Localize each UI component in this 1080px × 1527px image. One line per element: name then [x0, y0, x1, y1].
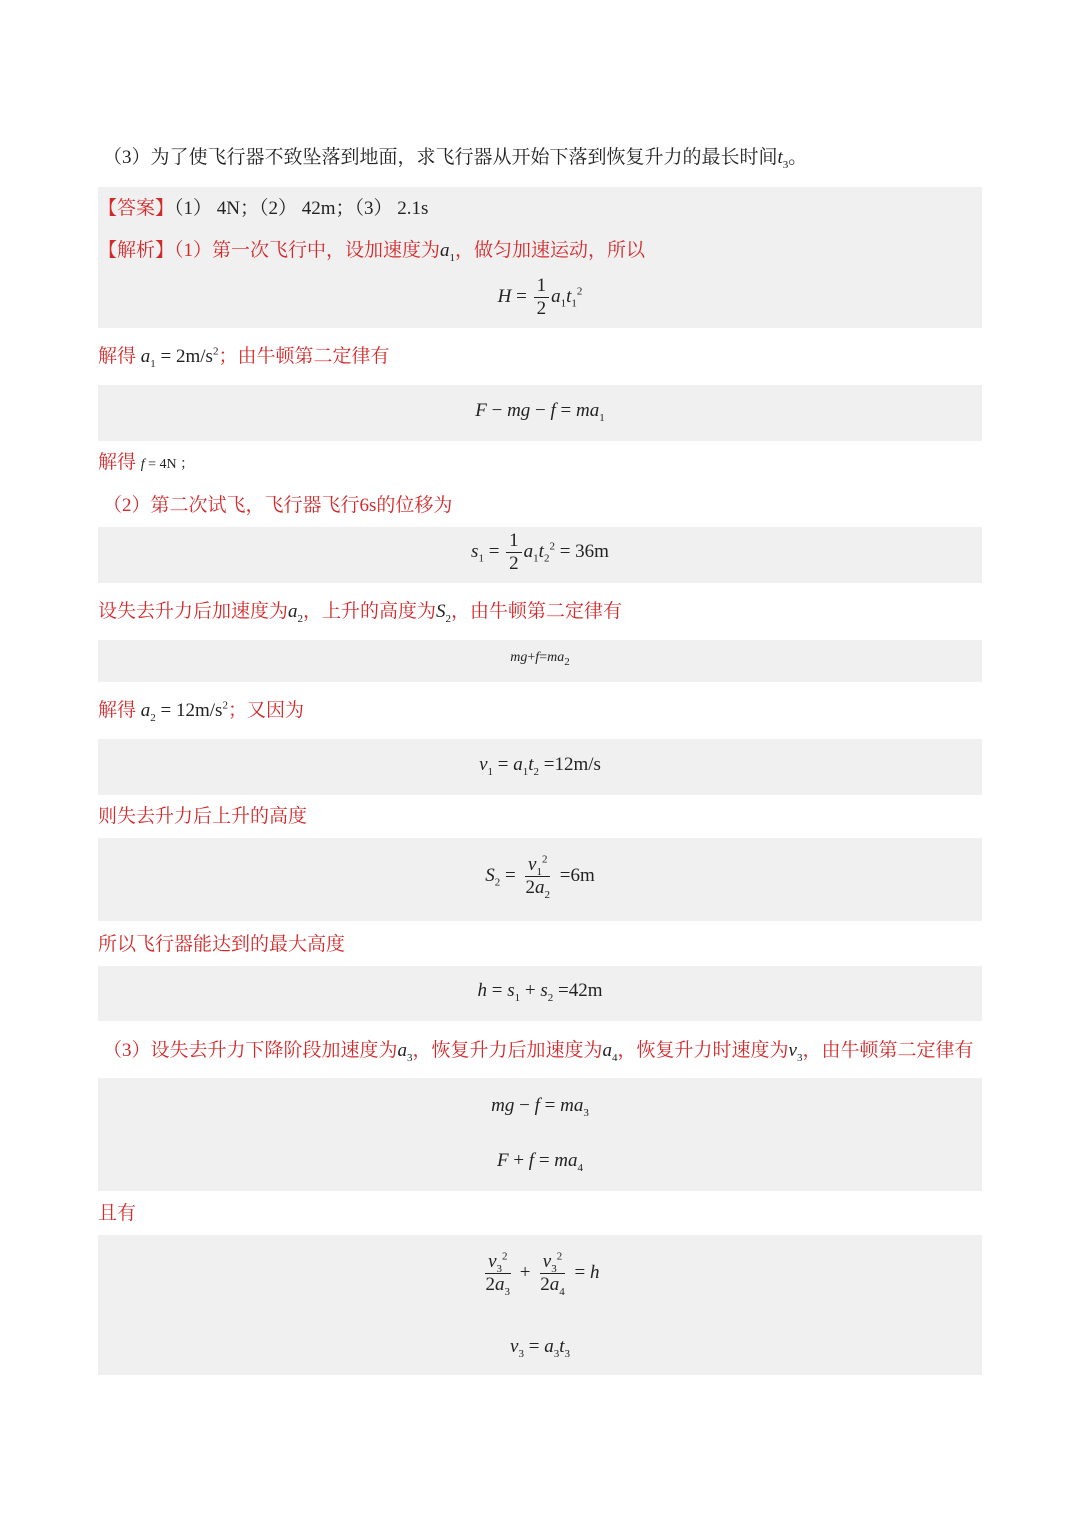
eq-v1-value: =12m/s [543, 754, 601, 775]
solve-a2-tail: ；又因为 [227, 700, 304, 721]
eq-box-s1 [98, 527, 982, 583]
eq-box-h [98, 966, 982, 1021]
question-3 [103, 145, 807, 171]
eq-H: H = $\frac{1}{2}$ $a_1t_1^2$ [497, 275, 583, 319]
max-height-text [98, 932, 345, 958]
question-3-text: （3）为了使飞行器不致坠落到地面，求飞行器从开始下落到恢复升力的最长时间 [103, 147, 778, 168]
answer-tag: 【答案】 [98, 198, 175, 219]
part-2-text: （2）第二次试飞，飞行器飞行6s的位移为 [103, 495, 453, 516]
eq-box-v3 [98, 1235, 982, 1375]
eq-newton2: $mg+f=ma_2$ [510, 650, 570, 668]
solve-a2-label: 解得 [98, 700, 137, 721]
eq-v1: $v_1 = a_1t_2 =12m/s$ [479, 754, 601, 778]
eq-s1: $s_1$ = $\frac{1}{2}$ $a_1t_2^2 = 36m$ [471, 530, 609, 574]
solve-a1-label: 解得 [98, 346, 137, 367]
and-have-text [98, 1201, 136, 1227]
answer-box [98, 187, 982, 328]
eq-box-newton1 [98, 385, 982, 441]
eq-v3: $v_3 = a_3t_3$ [510, 1336, 570, 1360]
height-lost-text [98, 804, 307, 830]
answer-text: （1） 4N；（2） 42m；（3） 2.1s [174, 198, 429, 219]
answer-line [98, 196, 428, 222]
eq-newton1: F − mg − $f = ma_1$ [475, 400, 605, 424]
eq-box-newton3 [98, 1078, 982, 1191]
eq-S2: $S_2$ = $\frac{v_1^2}{2a_2}$ =6m [485, 853, 595, 901]
set-a2-text-1: 设失去升力后加速度为 [98, 601, 289, 622]
analysis-text-2: ，做匀加速运动，所以 [455, 240, 646, 261]
eq-S2-value: =6m [559, 864, 595, 886]
set-a2-text-2: ，上升的高度为 [303, 601, 437, 622]
part-3-text-3: ，恢复升力时速度为 [617, 1040, 789, 1061]
eq-h-value: =42m [558, 980, 603, 1001]
and-have-label: 且有 [98, 1203, 137, 1224]
part-3-text-1: （3）设失去升力下降阶段加速度为 [103, 1040, 398, 1061]
eq-newton3: mg − $f = ma_3$ [491, 1095, 589, 1119]
solve-a1-tail: ；由牛顿第二定律有 [218, 346, 390, 367]
set-a2: 设失去升力后加速度为$a_2$，上升的高度为$S_2$，由牛顿第二定律有 [98, 601, 623, 625]
height-lost-label: 则失去升力后上升的高度 [98, 806, 308, 827]
question-3-sub: 3 [782, 158, 789, 171]
part-3-intro: （3）设失去升力下降阶段加速度为$a_3$，恢复升力后加速度为$a_4$，恢复升力时速度为$v_3$，由牛顿第二定律有 [103, 1040, 974, 1064]
set-a2-text-3: ，由牛顿第二定律有 [451, 601, 623, 622]
part-3-text-2: ，恢复升力后加速度为 [412, 1040, 603, 1061]
solve-a2: 解得 $a_2 = 12m/s^2$；又因为 [98, 699, 304, 724]
solve-f-label: 解得 [98, 452, 137, 473]
eq-sum-h: $\frac{v_3^2}{2a_3}$ + $\frac{v_3^2}{2a_4}$ = h [485, 1250, 600, 1298]
eq-box-v1 [98, 739, 982, 795]
analysis-tag: 【解析】 [98, 240, 175, 261]
part-2-intro [103, 493, 452, 519]
analysis-text: （1）第一次飞行中，设加速度为 [174, 240, 441, 261]
eq-s1-value: = 36m [559, 540, 609, 562]
eq-h: $h = s_1 + s_2 =42m$ [477, 980, 603, 1004]
solve-f: 解得 f = 4N ； [98, 452, 195, 473]
eq-box-newton2 [98, 640, 982, 682]
question-3-end: 。 [788, 147, 808, 168]
question-3-var: t [777, 147, 783, 168]
solve-a1-eq: = 2m/s [160, 346, 213, 367]
part-3-text-4: ，由牛顿第二定律有 [802, 1040, 974, 1061]
solve-f-eq: = 4N ； [148, 457, 195, 472]
max-height-label: 所以飞行器能达到的最大高度 [98, 934, 346, 955]
solve-a2-eq: = 12m/s [160, 700, 223, 721]
eq-newton4: $F + f = ma_4$ [496, 1150, 584, 1174]
analysis-line: 【解析】（1）第一次飞行中，设加速度为$a_1$，做匀加速运动，所以 [98, 240, 646, 264]
solve-a1: 解得 $a_1 = 2m/s^2$；由牛顿第二定律有 [98, 345, 390, 370]
eq-box-S2 [98, 838, 982, 921]
